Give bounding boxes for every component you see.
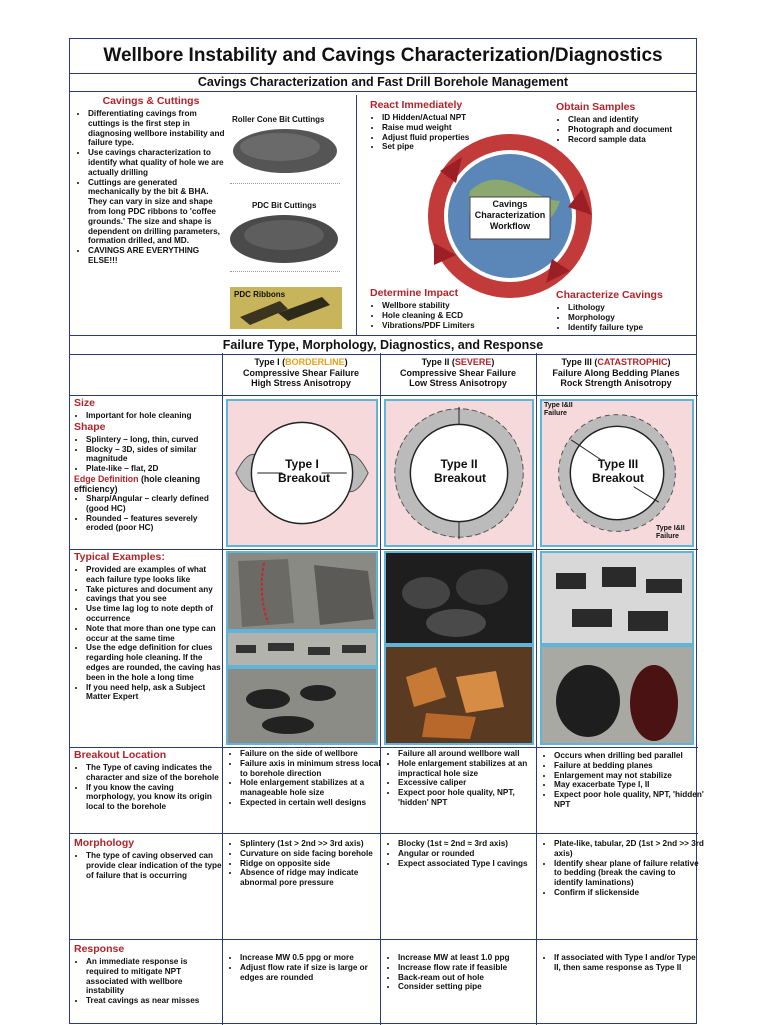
list-item: • Identify failure type	[568, 323, 692, 333]
list-item: • Important for hole cleaning	[86, 411, 222, 421]
type3-failure-label-bottom: Type I&II Failure	[656, 525, 685, 540]
morphology-text	[74, 837, 222, 880]
type1-example-photo-2	[226, 631, 378, 667]
document-sheet	[69, 38, 704, 1024]
morphology-list	[74, 851, 222, 880]
roller-cone-label: Roller Cone Bit Cuttings	[232, 115, 325, 124]
failure-cause: Rock Strength Anisotropy	[560, 378, 672, 388]
list-item: • Adjust flow rate if size is large or edges are rounded	[240, 963, 388, 983]
divider	[222, 353, 223, 1025]
list-item: • Use time lag log to note depth of occurrence	[86, 604, 222, 624]
divider	[70, 939, 698, 940]
type2-example-photo-1	[384, 551, 534, 645]
response-text	[74, 943, 222, 1006]
list-item: • Raise mud weight	[382, 123, 500, 133]
list-item: • Failure all around wellbore wall	[398, 749, 544, 759]
list-item: • Failure on the side of wellbore	[240, 749, 388, 759]
pdc-ribbons-label: PDC Ribbons	[234, 290, 286, 299]
list-item: • Curvature on side facing borehole	[240, 849, 388, 859]
response-type3-list	[542, 953, 704, 973]
examples-title: Typical Examples:	[74, 551, 165, 563]
type2-breakout-label: Type II Breakout	[434, 457, 487, 485]
impact-block	[370, 287, 510, 330]
morphology-type1-list	[228, 839, 388, 888]
list-item: • Differentiating cavings from cuttings is the first step in diagnosing wellbore instability and failure type.	[88, 109, 226, 148]
type-label: Type III	[561, 357, 592, 367]
list-item: • Back-ream out of hole	[398, 973, 544, 983]
location-text	[74, 749, 222, 812]
list-item: • Rounded – features severely eroded (poor HC)	[86, 514, 222, 534]
divider	[230, 271, 340, 278]
list-item: • Set pipe	[382, 142, 500, 152]
obtain-title: Obtain Samples	[556, 101, 636, 113]
list-item: • If associated with Type I and/or Type II, then same response as Type II	[554, 953, 704, 973]
size-title: Size	[74, 397, 96, 409]
type3-breakout-label: Type III Breakout	[592, 457, 645, 485]
morphology-type3-list	[542, 839, 704, 898]
failure-mode: Compressive Shear Failure	[399, 367, 517, 378]
list-item: • An immediate response is required to mitigate NPT associated with wellbore instability	[86, 957, 222, 996]
section-header-cavings: Cavings Characterization and Fast Drill Borehole Management	[70, 73, 696, 92]
list-item: • Consider setting pipe	[398, 982, 544, 992]
divider	[230, 183, 340, 190]
type1-example-photo-3	[226, 667, 378, 745]
list-item: • Adjust fluid properties	[382, 133, 500, 143]
divider	[380, 353, 381, 1025]
edge-suffix: (hole cleaning efficiency)	[74, 473, 201, 494]
failure-cause: Low Stress Anisotropy	[409, 378, 507, 388]
list-item: • Splintery – long, thin, curved	[86, 435, 222, 445]
shape-list	[74, 435, 222, 474]
list-item: • Plate-like – flat, 2D	[86, 464, 222, 474]
list-item: • Splintery (1st > 2nd >> 3rd axis)	[240, 839, 388, 849]
list-item: • Morphology	[568, 313, 692, 323]
morphology-type2-list	[386, 839, 544, 868]
size-list	[74, 411, 222, 421]
impact-list	[370, 301, 510, 330]
divider	[70, 833, 698, 834]
list-item: • CAVINGS ARE EVERYTHING ELSE!!!	[88, 246, 226, 266]
list-item: • Increase flow rate if feasible	[398, 963, 544, 973]
list-item: • Enlargement may not stabilize	[554, 771, 704, 781]
list-item: • Excessive caliper	[398, 778, 544, 788]
location-type3-list	[542, 751, 704, 810]
type3-failure-label-top: Type I&II Failure	[544, 402, 573, 417]
list-item: • Confirm if slickenside	[554, 888, 704, 898]
list-item: • Photograph and document	[568, 125, 692, 135]
type1-example-photo-1	[226, 551, 378, 631]
list-item: • Hole enlargement stabilizes at a manageable hole size	[240, 778, 388, 798]
divider	[70, 747, 698, 748]
shape-title: Shape	[74, 420, 106, 433]
column-header-type1: Type I (BORDERLINE) Compressive Shear Failure High Stress Anisotropy	[242, 357, 360, 388]
list-item: • If you know the caving morphology, you know its origin local to the borehole	[86, 783, 222, 812]
list-item: • Vibrations/PDF Limiters	[382, 321, 510, 331]
list-item: • Note that more than one type can occur at the same time	[86, 624, 222, 644]
type-label: Type I	[254, 357, 280, 367]
list-item: • Failure at bedding planes	[554, 761, 704, 771]
workflow-center-label: Cavings Characterization Workflow	[474, 199, 546, 231]
size-shape-text	[74, 397, 222, 533]
list-item: • Increase MW 0.5 ppg or more	[240, 953, 388, 963]
section-header-failure: Failure Type, Morphology, Diagnostics, and Response	[70, 335, 696, 355]
response-title: Response	[74, 943, 125, 955]
type3-example-photo-2	[540, 645, 694, 745]
divider	[356, 95, 357, 335]
type-label: Type II	[421, 357, 450, 367]
list-item: • The type of caving observed can provide clear indication of the type of failure that is occurring	[86, 851, 222, 880]
list-item: • Failure axis in minimum stress local to borehole direction	[240, 759, 388, 779]
pdc-cuttings-label: PDC Bit Cuttings	[252, 201, 317, 210]
list-item: • Blocky (1st ≈ 2nd ≈ 3rd axis)	[398, 839, 544, 849]
list-item: • Expect associated Type I cavings	[398, 859, 544, 869]
list-item: • Occurs when drilling bed parallel	[554, 751, 704, 761]
roller-cone-cuttings-image	[230, 127, 340, 177]
list-item: • The Type of caving indicates the character and size of the borehole	[86, 763, 222, 783]
failure-mode: Failure Along Bedding Planes	[552, 367, 680, 378]
list-item: • Lithology	[568, 303, 692, 313]
type3-example-photo-1	[540, 551, 694, 645]
list-item: • Use cavings characterization to identify what quality of hole we are actually drilling	[88, 148, 226, 177]
list-item: • Sharp/Angular – clearly defined (good HC)	[86, 494, 222, 514]
list-item: • Expected in certain well designs	[240, 798, 388, 808]
divider	[70, 549, 698, 550]
failure-mode: Compressive Shear Failure	[242, 367, 360, 378]
list-item: • Blocky – 3D, sides of similar magnitude	[86, 445, 222, 465]
type2-example-photo-2	[384, 645, 534, 745]
list-item: • Hole cleaning & ECD	[382, 311, 510, 321]
divider	[536, 353, 537, 1025]
column-header-type3: Type III (CATASTROPHIC) Failure Along Bedding Planes Rock Strength Anisotropy	[552, 357, 680, 388]
edge-title: Edge Definition	[74, 473, 139, 484]
list-item: • Use the edge definition for clues regarding hole cleaning. If the edges are rounded, the caving has been in the hole a long time	[86, 643, 222, 682]
pdc-cuttings-image	[228, 213, 340, 265]
list-item: • Increase MW at least 1.0 ppg	[398, 953, 544, 963]
examples-text	[74, 551, 222, 702]
react-title: React Immediately	[370, 99, 463, 111]
impact-title: Determine Impact	[370, 287, 459, 299]
list-item: • Provided are examples of what each failure type looks like	[86, 565, 222, 585]
list-item: • ID Hidden/Actual NPT	[382, 113, 500, 123]
list-item: • Wellbore stability	[382, 301, 510, 311]
edge-heading	[74, 474, 222, 494]
location-type2-list	[386, 749, 544, 808]
morphology-title: Morphology	[74, 837, 135, 849]
characterize-list	[556, 303, 692, 332]
examples-list	[74, 565, 222, 702]
failure-cause: High Stress Anisotropy	[251, 378, 351, 388]
list-item: • Ridge on opposite side	[240, 859, 388, 869]
list-item: • Angular or rounded	[398, 849, 544, 859]
characterize-block	[556, 289, 692, 332]
list-item: • Absence of ridge may indicate abnormal pore pressure	[240, 868, 388, 888]
location-type1-list	[228, 749, 388, 808]
list-item: • Record sample data	[568, 135, 692, 145]
location-title: Breakout Location	[74, 749, 167, 761]
list-item: • If you need help, ask a Subject Matter Expert	[86, 683, 222, 703]
list-item: • May exacerbate Type I, II	[554, 780, 704, 790]
type1-breakout-label: Type I Breakout	[278, 457, 331, 485]
list-item: • Treat cavings as near misses	[86, 996, 222, 1006]
response-list	[74, 957, 222, 1006]
list-item: • Expect poor hole quality, NPT, 'hidden' NPT	[398, 788, 544, 808]
divider	[70, 395, 698, 396]
column-header-type2: Type II (SEVERE) Compressive Shear Failure Low Stress Anisotropy	[399, 357, 517, 388]
response-type1-list	[228, 953, 388, 982]
severity-label: BORDERLINE	[285, 357, 345, 367]
list-item: • Identify shear plane of failure relative to bedding (break the caving to identify laminations)	[554, 859, 704, 888]
list-item: • Expect poor hole quality, NPT, 'hidden' NPT	[554, 790, 704, 810]
list-item: • Hole enlargement stabilizes at an impractical hole size	[398, 759, 544, 779]
list-item: • Take pictures and document any cavings that you see	[86, 585, 222, 605]
severity-label: CATASTROPHIC	[597, 357, 668, 367]
characterize-title: Characterize Cavings	[556, 289, 663, 301]
severity-label: SEVERE	[454, 357, 492, 367]
list-item: • Plate-like, tabular, 2D (1st > 2nd >> 3rd axis)	[554, 839, 704, 859]
cavings-list	[76, 109, 226, 266]
list-item: • Clean and identify	[568, 115, 692, 125]
edge-list	[74, 494, 222, 533]
location-list	[74, 763, 222, 812]
list-item: • Cuttings are generated mechanically by the bit & BHA. They can vary in size and shape from long PDC ribbons to 'coffee grounds.' The size and shape is dependent on drilling parameters, formation drilled, and MD.	[88, 178, 226, 247]
cavings-title: Cavings & Cuttings	[102, 95, 200, 107]
cavings-text-block	[76, 95, 226, 266]
response-type2-list	[386, 953, 544, 992]
page-title: Wellbore Instability and Cavings Characterization/Diagnostics	[70, 39, 696, 74]
